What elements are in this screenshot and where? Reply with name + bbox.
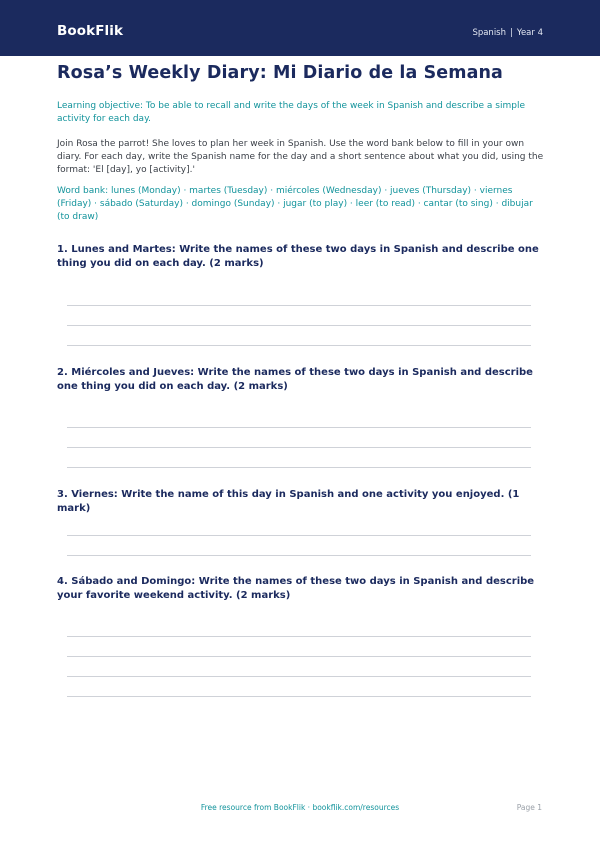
answer-line[interactable] bbox=[67, 676, 531, 677]
answer-line[interactable] bbox=[67, 535, 531, 536]
question-1: 1. Lunes and Martes: Write the names of these two days in Spanish and describe one thing you did on each day. (2 marks) bbox=[57, 244, 539, 269]
page-header bbox=[0, 0, 600, 56]
answer-line[interactable] bbox=[67, 636, 531, 637]
answer-line[interactable] bbox=[67, 345, 531, 346]
answer-line[interactable] bbox=[67, 447, 531, 448]
page-title: Rosa’s Weekly Diary: Mi Diario de la Semana bbox=[57, 63, 503, 83]
brand-logo: BookFlik bbox=[57, 23, 124, 39]
answer-line[interactable] bbox=[67, 656, 531, 657]
answer-line[interactable] bbox=[67, 467, 531, 468]
question-4: 4. Sábado and Domingo: Write the names of these two days in Spanish and describe your favorite weekend activity. (2 marks) bbox=[57, 576, 535, 601]
subject-label: Spanish bbox=[472, 28, 507, 38]
answer-line[interactable] bbox=[67, 696, 531, 697]
learning-objective: Learning objective: To be able to recall and write the days of the week in Spanish and describe a simple activity for each day. bbox=[57, 101, 525, 124]
meta-separator: | bbox=[510, 28, 513, 38]
word-bank: Word bank: lunes (Monday) · martes (Tuesday) · miércoles (Wednesday) · jueves (Thursday) · viernes (Friday) · sábado (Saturday) · domingo (Sunday) · jugar (to play) · leer (to read) · cantar (to sing) · dibujar (to draw) bbox=[57, 186, 533, 222]
page-number: Page 1 bbox=[516, 803, 542, 812]
footer-credit[interactable]: Free resource from BookFlik · bookflik.com/resources bbox=[200, 803, 400, 812]
year-label: Year 4 bbox=[516, 28, 543, 38]
intro-text: Join Rosa the parrot! She loves to plan her week in Spanish. Use the word bank below to fill in your own diary. For each day, write the Spanish name for the day and a short sentence about what you did, using the format: 'El [day], yo [activity].' bbox=[57, 139, 544, 175]
answer-line[interactable] bbox=[67, 555, 531, 556]
answer-line[interactable] bbox=[67, 305, 531, 306]
question-2: 2. Miércoles and Jueves: Write the names of these two days in Spanish and describe one thing you did on each day. (2 marks) bbox=[57, 367, 533, 392]
header-meta bbox=[472, 28, 543, 38]
answer-line[interactable] bbox=[67, 325, 531, 326]
question-3: 3. Viernes: Write the name of this day in Spanish and one activity you enjoyed. (1 mark) bbox=[57, 489, 520, 514]
answer-line[interactable] bbox=[67, 427, 531, 428]
